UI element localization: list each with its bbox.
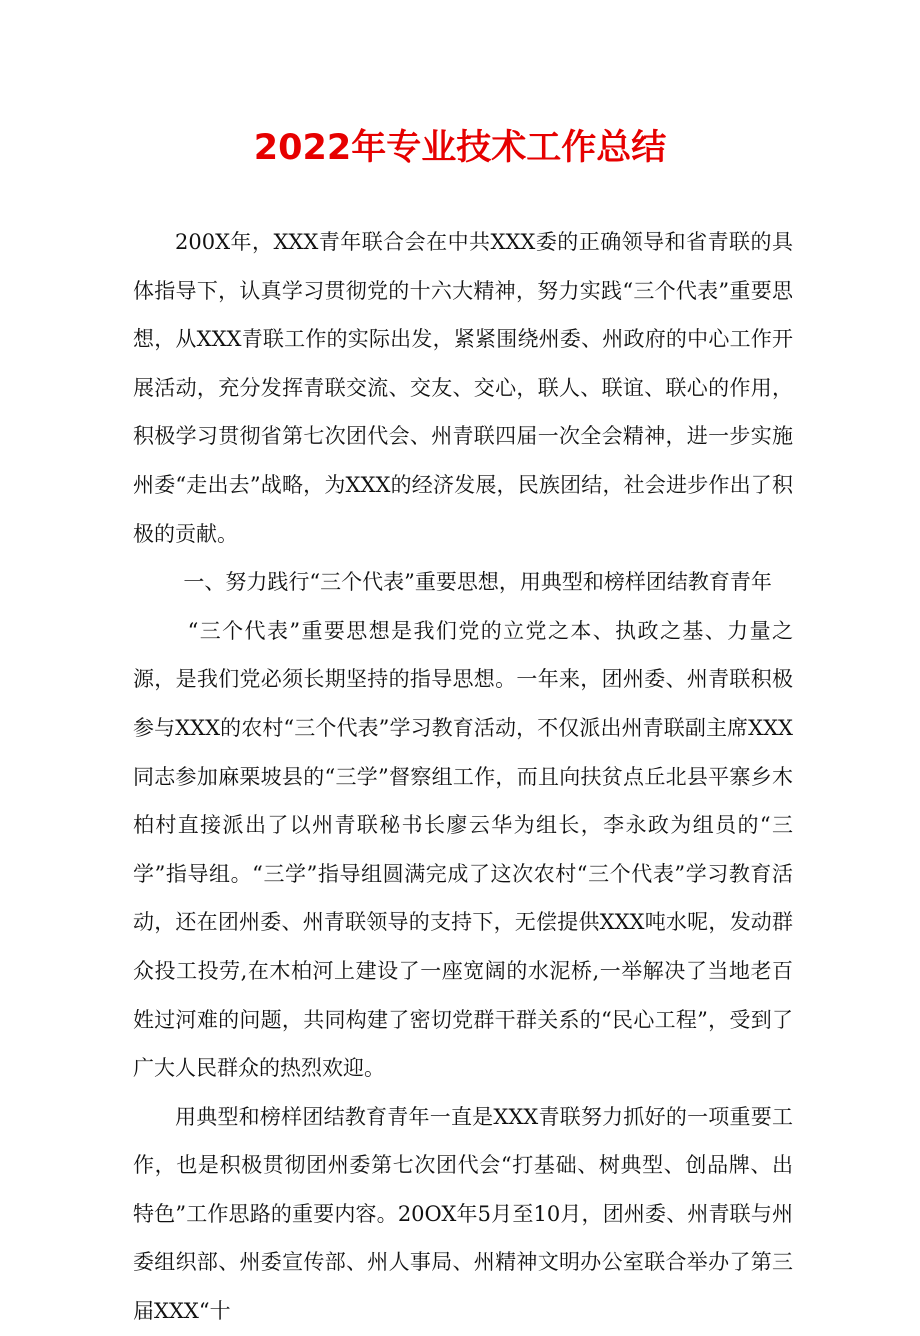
document-title: 2022年专业技术工作总结 — [253, 128, 667, 168]
body-paragraph-2: “三个代表”重要思想是我们党的立党之本、执政之基、力量之源，是我们党必须长期坚持的指导思想。一年来，团州委、州青联积极参与XXX的农村“三个代表”学习教育活动，不仅派出州青联副主席XXX同志参加麻栗坡县的“三学”督察组工作，而且向扶贫点丘北县平寨乡木柏村直接派出了以州青联秘书长廖云华为组长，李永政为组员的“三学”指导组。“三学”指导组圆满完成了这次农村“三个代表”学习教育活动，还在团州委、州青联领导的支持下，无偿提供XXX吨水呢，发动群众投工投劳,在木柏河上建设了一座宽阔的水泥桥,一举解决了当地老百姓过河难的问题，共同构建了密切党群干群关系的“民心工程”，受到了广大人民群众的热烈欢迎。 — [133, 618, 793, 1081]
document-body — [133, 218, 793, 1336]
section-heading-1: 一、努力践行“三个代表”重要思想，用典型和榜样团结教育青年 — [183, 570, 772, 595]
intro-paragraph: 200X年，XXX青年联合会在中共XXX委的正确领导和省青联的具体指导下，认真学习贯彻党的十六大精神，努力实践“三个代表”重要思想，从XXX青联工作的实际出发，紧紧围绕州委、州政府的中心工作开展活动，充分发挥青联交流、交友、交心，联人、联谊、联心的作用，积极学习贯彻省第七次团代会、州青联四届一次全会精神，进一步实施州委“走出去”战略，为XXX的经济发展，民族团结，社会进步作出了积极的贡献。 — [133, 230, 793, 546]
body-paragraph-3: 用典型和榜样团结教育青年一直是XXX青联努力抓好的一项重要工作，也是积极贯彻团州委第七次团代会“打基础、树典型、创品牌、出特色”工作思路的重要内容。20OX年5月至10月，团州委、州青联与州委组织部、州委宣传部、州人事局、州精神文明办公室联合举办了第三届XXX“十 — [133, 1104, 793, 1324]
